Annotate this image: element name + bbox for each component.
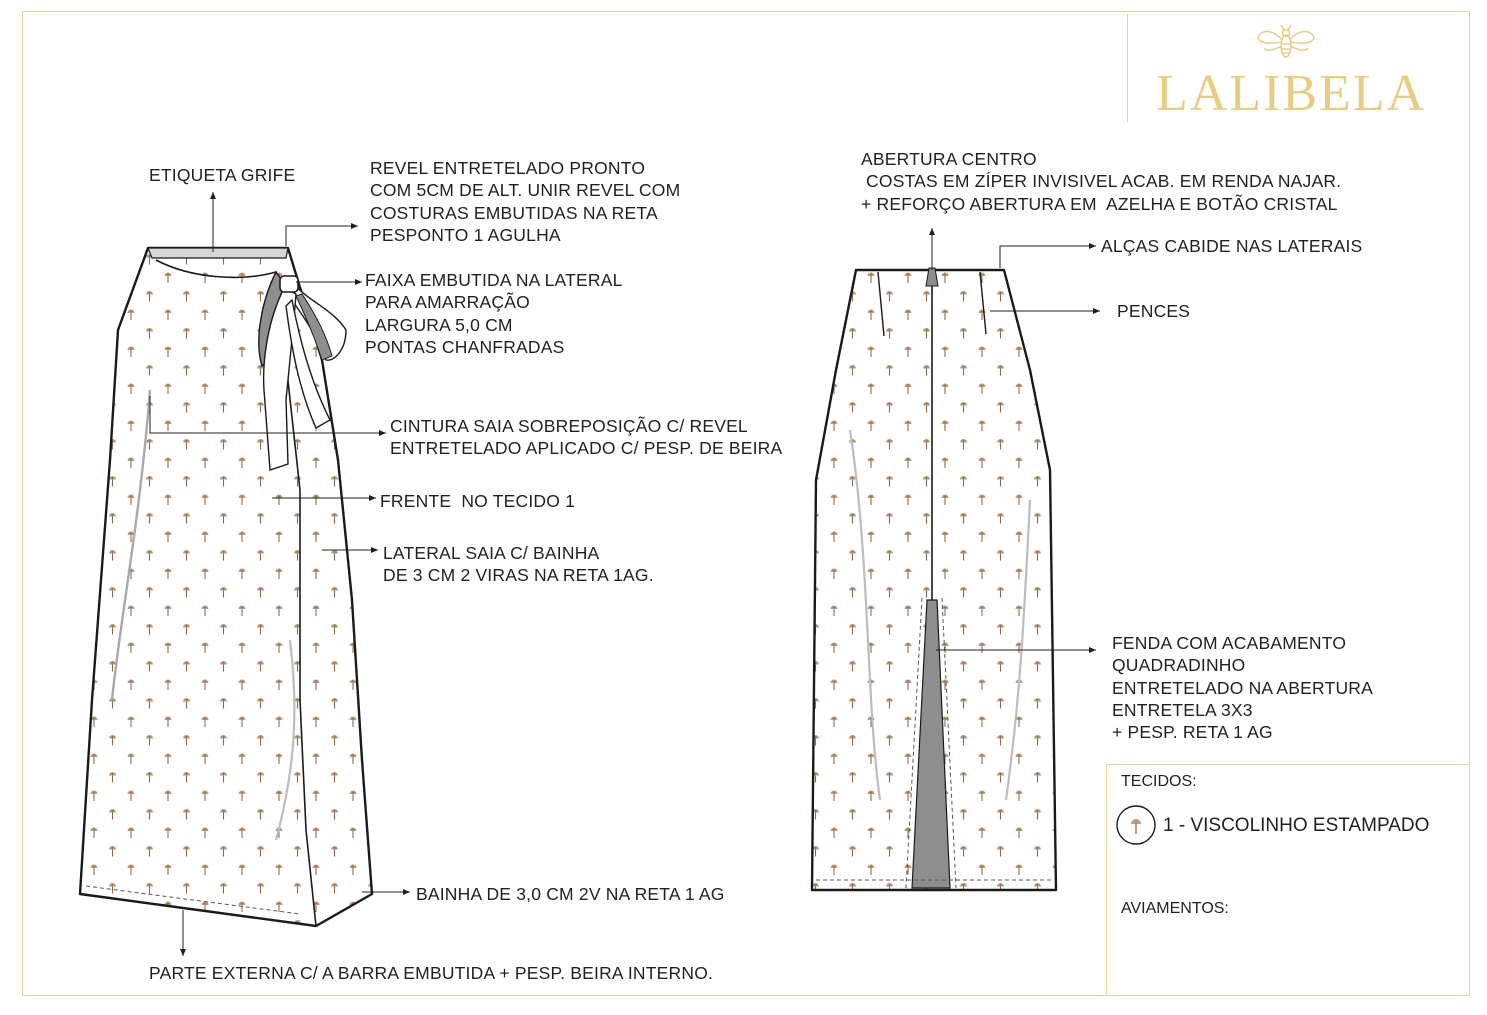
note-lateral: LATERAL SAIA C/ BAINHA DE 3 CM 2 VIRAS NA RETA 1AG. [383, 543, 654, 586]
front-skirt [80, 248, 372, 926]
note-cintura: CINTURA SAIA SOBREPOSIÇÃO C/ REVEL ENTRETELADO APLICADO C/ PESP. DE BEIRA [390, 416, 783, 459]
note-frente: FRENTE NO TECIDO 1 [380, 491, 576, 511]
leader-alcas [1000, 246, 1096, 268]
brand-logo: LALIBELA [1156, 65, 1427, 122]
spec-box [1106, 764, 1470, 996]
note-fenda: FENDA COM ACABAMENTO QUADRADINHO ENTRETELADO NA ABERTURA ENTRETELA 3X3 + PESP. RETA 1 AG [1112, 633, 1374, 743]
note-revel: REVEL ENTRETELADO PRONTO COM 5CM DE ALT. UNIR REVEL COM COSTURAS EMBUTIDAS NA RETA PESPONTO 1 AGULHA [370, 158, 681, 245]
front-waistband [148, 248, 288, 258]
print-motif-icon [1115, 805, 1157, 845]
note-pences: PENCES [1117, 301, 1191, 321]
aviamentos-label: AVIAMENTOS: [1121, 900, 1229, 917]
tecidos-label: TECIDOS: [1121, 773, 1197, 790]
leader-revel [286, 226, 358, 246]
note-abertura: ABERTURA CENTRO COSTAS EM ZÍPER INVISIVEL ACAB. EM RENDA NAJAR. + REFORÇO ABERTURA EM AZELHA E BOTÃO CRISTAL [861, 149, 1342, 214]
note-faixa: FAIXA EMBUTIDA NA LATERAL PARA AMARRAÇÃO LARGURA 5,0 CM PONTAS CHANFRADAS [365, 270, 623, 357]
note-bainha: BAINHA DE 3,0 CM 2V NA RETA 1 AG [416, 884, 725, 904]
note-parte-externa: PARTE EXTERNA C/ A BARRA EMBUTIDA + PESP. BEIRA INTERNO. [149, 963, 714, 983]
note-etiqueta-grife: ETIQUETA GRIFE [149, 165, 296, 185]
back-skirt [812, 268, 1056, 890]
note-alcas: ALÇAS CABIDE NAS LATERAIS [1101, 236, 1363, 256]
fabric-1-label: 1 - VISCOLINHO ESTAMPADO [1163, 815, 1430, 836]
